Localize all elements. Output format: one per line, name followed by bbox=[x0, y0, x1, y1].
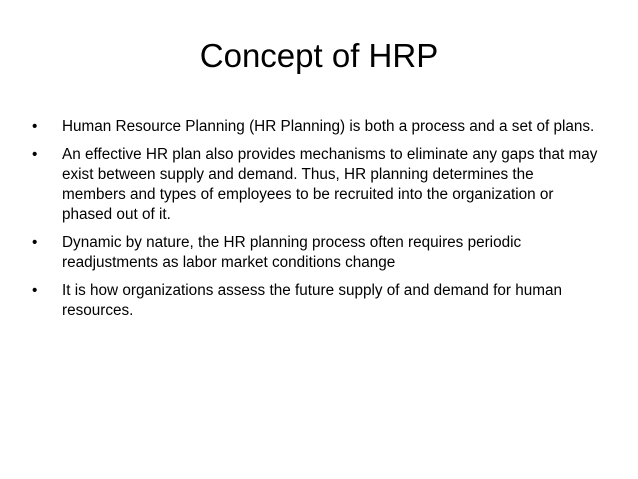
bullet-item bbox=[32, 281, 600, 321]
slide-title: Concept of HRP bbox=[199, 37, 439, 74]
bullet-item bbox=[32, 117, 600, 137]
bullet-text: It is how organizations assess the future supply of and demand for human resources. bbox=[62, 282, 562, 319]
bullet-list bbox=[32, 117, 600, 329]
bullet-text: An effective HR plan also provides mechanisms to eliminate any gaps that may exist between supply and demand. Thus, HR planning determines the members and types of employees to be recruited into the organization or phased out of it. bbox=[62, 146, 598, 223]
bullet-item bbox=[32, 145, 600, 225]
bullet-text: Human Resource Planning (HR Planning) is both a process and a set of plans. bbox=[62, 118, 595, 135]
bullet-item bbox=[32, 233, 600, 273]
bullet-icon: • bbox=[32, 118, 38, 135]
bullet-icon: • bbox=[32, 282, 38, 299]
bullet-text: Dynamic by nature, the HR planning process often requires periodic readjustments as labor market conditions change bbox=[62, 234, 522, 271]
bullet-icon: • bbox=[32, 146, 38, 163]
bullet-icon: • bbox=[32, 234, 38, 251]
